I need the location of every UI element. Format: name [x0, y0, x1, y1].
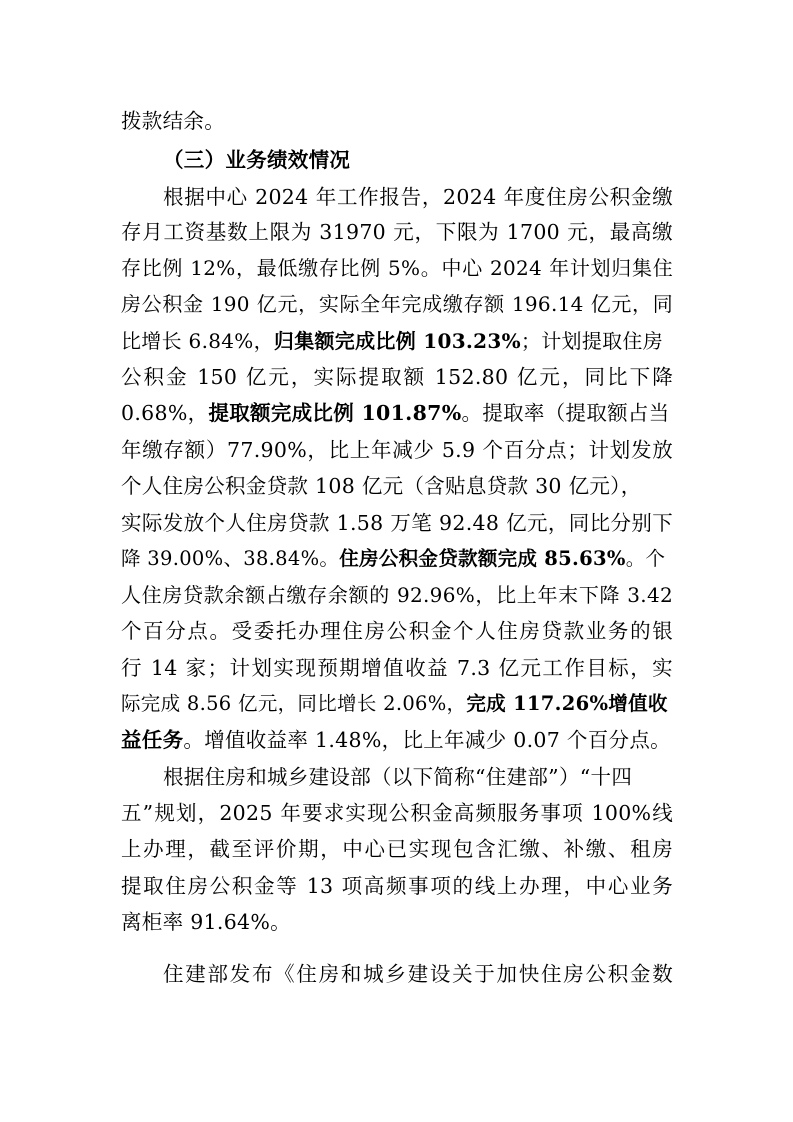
text-line: 个百分点。受委托办理住房公积金个人住房贷款业务的银: [121, 619, 673, 643]
text-line: 个人住房公积金贷款 108 亿元（含贴息贷款 30 亿元），: [121, 474, 642, 498]
text-line: 离柜率 91.64%。: [121, 910, 291, 934]
text-segment: 。增值收益率 1.48%，比上年减少 0.07 个百分点。: [183, 728, 671, 752]
text-line: 公积金 150 亿元，实际提取额 152.80 亿元，同比下降: [121, 365, 673, 389]
text-line: 根据住房和城乡建设部（以下简称“住建部”）“十四: [163, 765, 633, 789]
text-segment: ；计划提取住房: [520, 329, 664, 353]
text-line: [121, 723, 673, 757]
text-line: [121, 542, 673, 576]
text-line: 五”规划，2025 年要求实现公积金高频服务事项 100%线: [121, 801, 673, 825]
text-segment: 际完成 8.56 亿元，同比增长 2.06%，: [121, 692, 467, 715]
text-line: 存月工资基数上限为 31970 元，下限为 1700 元，最高缴: [121, 220, 673, 244]
text-line: 上办理，截至评价期，中心已实现包含汇缴、补缴、租房: [121, 837, 673, 861]
text-segment: 。提取率（提取额占当: [461, 401, 670, 425]
bold-highlight: 益任务: [121, 728, 184, 752]
text-line: 房公积金 190 亿元，实际全年完成缴存额 196.14 亿元，同: [121, 292, 673, 316]
text-line: 提取住房公积金等 13 项高频事项的线上办理，中心业务: [121, 874, 673, 898]
text-line: 住建部发布《住房和城乡建设关于加快住房公积金数: [163, 962, 673, 986]
bold-highlight: 提取额完成比例 101.87%: [208, 401, 462, 425]
text-segment: 。个: [625, 547, 666, 570]
text-line: [121, 324, 673, 358]
text-line: 存比例 12%，最低缴存比例 5%。中心 2024 年计划归集住: [121, 256, 673, 280]
text-segment: 0.68%，: [121, 401, 209, 425]
text-line: 实际发放个人住房贷款 1.58 万笔 92.48 亿元，同比分别下: [121, 511, 673, 535]
text-line: [121, 687, 673, 721]
section-heading: （三）业务绩效情况: [163, 148, 351, 172]
text-line: 人住房贷款余额占缴存余额的 92.96%，比上年末下降 3.42: [121, 583, 673, 607]
bold-highlight: 归集额完成比例 103.23%: [273, 329, 521, 353]
text-line: [121, 396, 673, 430]
bold-highlight: 完成 117.26%增值收: [466, 692, 668, 715]
text-line: 行 14 家；计划实现预期增值收益 7.3 亿元工作目标，实: [121, 656, 673, 680]
text-segment: 降 39.00%、38.84%。: [121, 547, 340, 570]
text-segment: 比增长 6.84%，: [121, 329, 274, 353]
text-line: 根据中心 2024 年工作报告，2024 年度住房公积金缴: [163, 185, 673, 209]
text-line: 拨款结余。: [121, 109, 225, 133]
text-line: 年缴存额）77.90%，比上年减少 5.9 个百分点；计划发放: [121, 438, 673, 462]
bold-highlight: 住房公积金贷款额完成 85.63%: [339, 547, 626, 570]
